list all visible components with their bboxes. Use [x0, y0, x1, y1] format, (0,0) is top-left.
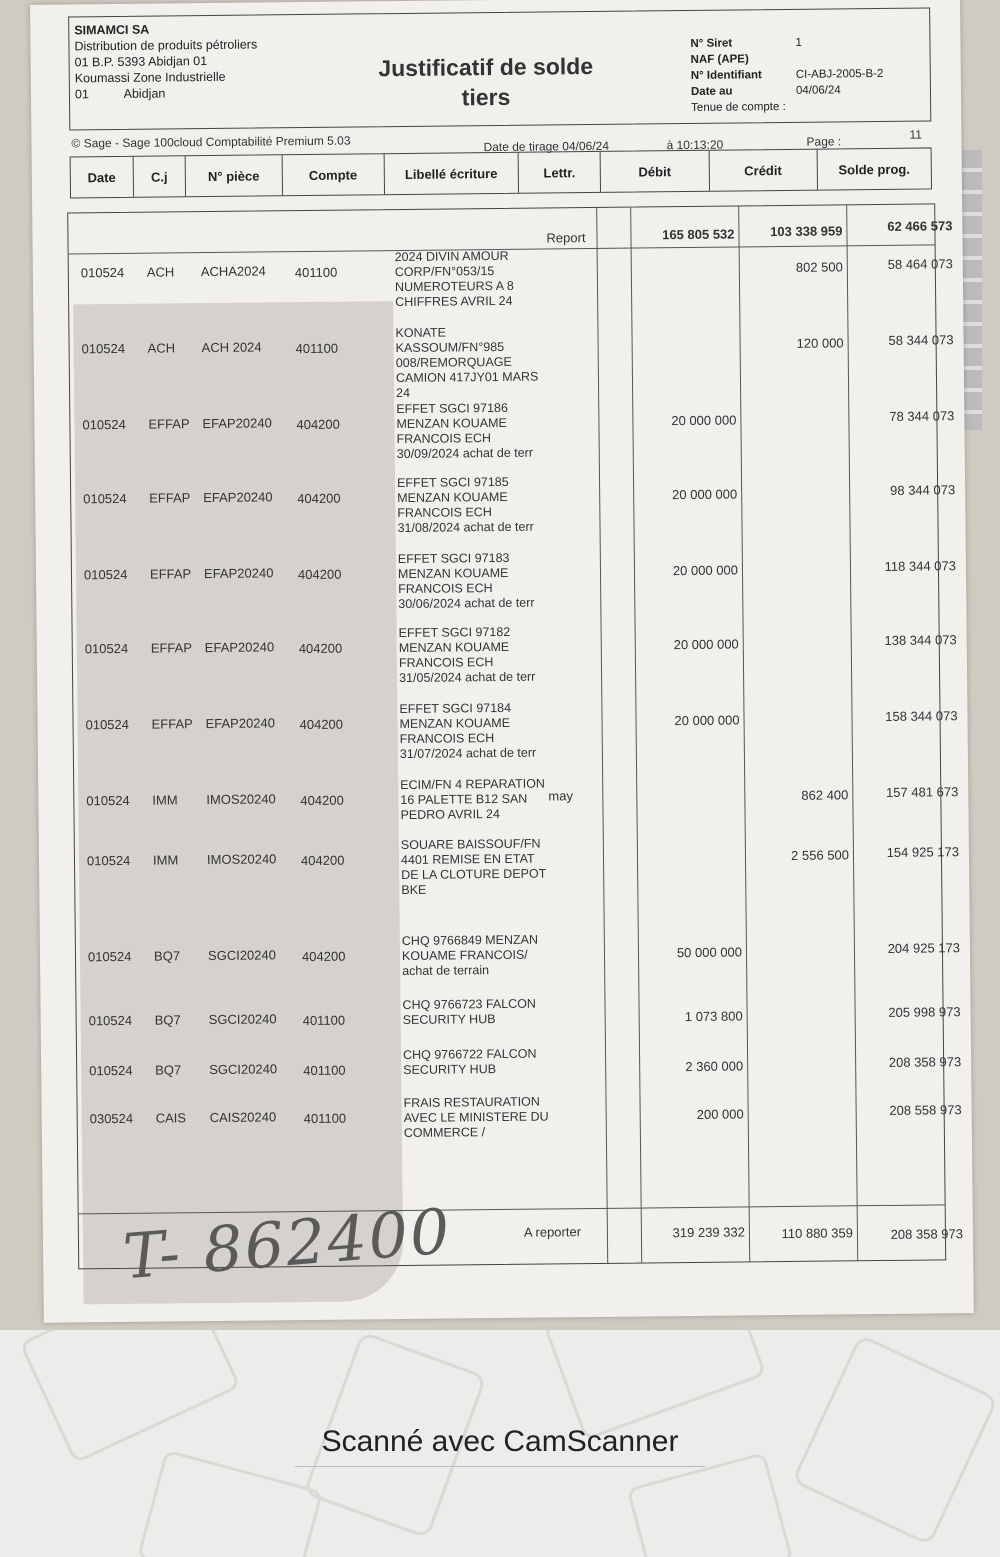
report-solde: 62 466 573	[887, 218, 953, 234]
row-credit	[748, 1105, 852, 1106]
row-credit	[747, 1057, 851, 1058]
row-date: 010524	[81, 340, 126, 357]
row-solde: 58 464 073	[887, 256, 953, 272]
row-compte: 404200	[300, 792, 344, 809]
document-title	[351, 51, 622, 114]
company-name: SIMAMCI SA	[74, 22, 150, 38]
row-date: 010524	[84, 640, 129, 657]
row-credit	[743, 635, 847, 636]
row-journal: EFFAP	[149, 566, 192, 582]
row-piece: IMOS20240	[206, 851, 277, 868]
tenue-label: Tenue de compte :	[691, 100, 786, 114]
row-solde: 154 925 173	[886, 844, 960, 860]
row-credit: 2 556 500	[791, 847, 850, 863]
row-solde: 208 558 973	[889, 1102, 962, 1118]
row-date: 010524	[88, 1012, 133, 1029]
col-libelle: Libellé écriture	[384, 153, 518, 194]
identifiant-label: N° Identifiant	[690, 69, 762, 82]
company-block	[74, 20, 258, 102]
row-journal: EFFAP	[148, 416, 190, 432]
row-journal: EFFAP	[149, 490, 191, 506]
company-line2: 01 B.P. 5393 Abidjan 01	[74, 54, 208, 70]
row-solde: 158 344 073	[885, 708, 958, 724]
print-time: à 10:13:20	[666, 137, 724, 153]
row-libelle: FRAIS RESTAURATION AVEC LE MINISTERE DU COMMERCE /	[403, 1094, 549, 1141]
row-date: 010524	[86, 852, 131, 869]
row-debit: 20 000 000	[673, 636, 739, 653]
naf-label: NAF (APE)	[690, 53, 749, 66]
title-line1: Justificatif de solde	[378, 52, 594, 82]
row-journal: EFFAP	[151, 716, 193, 732]
ledger-table	[67, 203, 964, 1269]
row-debit: 20 000 000	[671, 412, 737, 429]
row-debit	[631, 261, 735, 262]
company-line4	[75, 84, 258, 102]
row-compte: 401100	[302, 1012, 346, 1029]
row-debit: 2 360 000	[685, 1058, 744, 1075]
row-debit: 20 000 000	[672, 486, 738, 503]
report-debit: 165 805 532	[662, 226, 735, 243]
col-debit: Débit	[601, 151, 710, 192]
row-date: 010524	[85, 716, 130, 733]
row-credit: 120 000	[796, 335, 844, 351]
report-credit: 103 338 959	[770, 223, 843, 240]
row-compte: 401100	[295, 340, 339, 357]
page-label: Page :	[806, 134, 842, 149]
total-solde: 208 358 973	[890, 1226, 964, 1242]
row-libelle: EFFET SGCI 97184 MENZAN KOUAME FRANCOIS ECH 31/07/2024 achat de terr	[399, 700, 537, 762]
row-credit	[741, 485, 845, 486]
row-compte: 404200	[300, 852, 345, 869]
row-libelle: ECIM/FN 4 REPARATION 16 PALETTE B12 SAN PEDRO AVRIL 24	[400, 776, 545, 823]
company-line4-a: 01	[74, 87, 89, 102]
row-solde: 118 344 073	[884, 558, 957, 574]
row-piece: SGCI20240	[207, 947, 277, 964]
row-credit	[746, 943, 850, 944]
row-compte: 401100	[303, 1110, 347, 1127]
row-piece: EFAP20240	[204, 639, 275, 656]
col-compte: Compte	[282, 154, 385, 195]
column-headers	[70, 147, 932, 198]
row-solde: 205 998 973	[888, 1004, 961, 1020]
row-debit	[637, 848, 741, 849]
date-value: 04/06/24	[795, 84, 841, 97]
row-piece: ACH 2024	[201, 339, 262, 356]
row-debit	[632, 336, 736, 337]
software-label: © Sage - Sage 100cloud Comptabilité Premium 5.03	[71, 133, 351, 151]
row-credit	[747, 1007, 851, 1008]
identifiant-value: CI-ABJ-2005-B-2	[795, 67, 884, 81]
company-line4-b: Abidjan	[123, 86, 166, 101]
row-credit: 862 400	[801, 787, 849, 803]
row-debit: 200 000	[696, 1106, 744, 1122]
row-debit: 50 000 000	[676, 944, 743, 961]
row-credit	[742, 561, 846, 562]
company-line1: Distribution de produits pétroliers	[74, 37, 258, 54]
total-credit: 110 880 359	[781, 1225, 854, 1242]
siret-label: N° Siret	[690, 37, 733, 50]
row-solde: 204 925 173	[887, 940, 961, 956]
row-piece: ACHA2024	[200, 263, 266, 280]
row-journal: CAIS	[155, 1110, 187, 1126]
total-label: A reporter	[523, 1224, 582, 1240]
total-debit: 319 239 332	[672, 1224, 745, 1241]
col-lettr: Lettr.	[518, 152, 601, 193]
row-credit	[740, 411, 844, 412]
row-solde: 58 344 073	[888, 332, 954, 348]
row-compte: 404200	[298, 640, 343, 657]
row-compte: 404200	[301, 948, 346, 965]
row-libelle: CHQ 9766849 MENZAN KOUAME FRANCOIS/ achat de terrain	[401, 932, 539, 979]
row-libelle: EFFET SGCI 97185 MENZAN KOUAME FRANCOIS ECH 31/08/2024 achat de terr	[396, 474, 534, 536]
row-compte: 401100	[294, 264, 338, 281]
row-debit: 20 000 000	[672, 562, 739, 579]
row-libelle: KONATE KASSOUM/FN°985 008/REMORQUAGE CAMION 417JY01 MARS 24	[395, 325, 539, 401]
row-journal: ACH	[146, 264, 175, 280]
col-cj: C.j	[133, 156, 186, 197]
row-compte: 404200	[297, 566, 342, 583]
row-compte: 404200	[299, 716, 344, 733]
row-solde: 138 344 073	[884, 632, 957, 648]
report-label: Report	[546, 230, 586, 246]
row-libelle: CHQ 9766723 FALCON SECURITY HUB	[402, 996, 536, 1028]
divider-lettr	[596, 208, 608, 1263]
row-journal: ACH	[147, 340, 176, 356]
identifiers-block	[690, 34, 883, 116]
row-libelle: EFFET SGCI 97182 MENZAN KOUAME FRANCOIS ECH 31/05/2024 achat de terr	[398, 624, 536, 686]
row-date: 010524	[82, 416, 126, 433]
row-date: 010524	[83, 566, 128, 583]
row-date: 010524	[87, 948, 132, 965]
siret-value: 1	[795, 36, 802, 49]
col-date: Date	[71, 157, 134, 198]
row-solde: 208 358 973	[888, 1054, 962, 1070]
divider-solde	[846, 205, 858, 1260]
row-libelle: CHQ 9766722 FALCON SECURITY HUB	[402, 1046, 537, 1078]
title-line2: tiers	[461, 83, 511, 111]
row-libelle: 2024 DIVIN AMOUR CORP/FN°053/15 NUMEROTEURS A 8 CHIFFRES AVRIL 24	[394, 248, 514, 310]
row-piece: SGCI20240	[209, 1061, 278, 1078]
row-libelle: EFFET SGCI 97186 MENZAN KOUAME FRANCOIS ECH 30/09/2024 achat de terr	[396, 400, 534, 462]
row-date: 010524	[80, 264, 125, 281]
row-journal: EFFAP	[150, 640, 193, 656]
row-credit	[743, 711, 847, 712]
camscanner-footer	[0, 1330, 1000, 1557]
company-line3: Koumassi Zone Industrielle	[74, 69, 226, 86]
row-piece: CAIS20240	[209, 1109, 277, 1126]
row-journal: IMM	[152, 852, 179, 868]
col-credit: Crédit	[709, 150, 818, 191]
document-sheet	[30, 0, 974, 1323]
col-solde: Solde prog.	[838, 161, 911, 177]
row-compte: 404200	[296, 416, 340, 433]
row-credit: 802 500	[795, 259, 843, 275]
row-piece: EFAP20240	[202, 415, 272, 432]
row-journal: BQ7	[153, 948, 181, 964]
row-solde: 78 344 073	[889, 408, 955, 424]
row-date: 030524	[89, 1110, 134, 1127]
row-journal: BQ7	[155, 1062, 182, 1078]
print-date: Date de tirage 04/06/24	[483, 138, 610, 155]
handwritten-note: T- 862400	[120, 1194, 455, 1294]
camscanner-underline	[295, 1466, 705, 1467]
row-debit	[636, 788, 740, 789]
row-date: 010524	[86, 792, 130, 809]
row-piece: IMOS20240	[206, 791, 276, 808]
row-lettrage: may	[548, 788, 573, 804]
row-debit: 20 000 000	[674, 712, 740, 729]
date-label: Date au	[690, 85, 733, 98]
row-libelle: SOUARE BAISSOUF/FN 4401 REMISE EN ETAT DE LA CLOTURE DEPOT BKE	[400, 836, 547, 898]
row-compte: 401100	[303, 1062, 346, 1079]
row-compte: 404200	[297, 490, 341, 507]
row-libelle: EFFET SGCI 97183 MENZAN KOUAME FRANCOIS ECH 30/06/2024 achat de terr	[397, 550, 535, 612]
row-date: 010524	[89, 1062, 133, 1079]
row-debit: 1 073 800	[684, 1008, 743, 1025]
row-journal: IMM	[152, 792, 178, 808]
camscanner-label: Scanné avec CamScanner	[321, 1425, 679, 1458]
col-piece: N° pièce	[186, 155, 283, 196]
row-solde: 157 481 673	[885, 784, 959, 800]
row-piece: EFAP20240	[203, 489, 273, 506]
row-solde: 98 344 073	[890, 482, 956, 498]
page-number: 11	[909, 127, 922, 142]
divider-credit	[738, 206, 750, 1261]
row-piece: SGCI20240	[208, 1011, 277, 1028]
row-piece: EFAP20240	[203, 565, 274, 582]
row-date: 010524	[83, 490, 127, 507]
row-piece: EFAP20240	[205, 715, 276, 732]
row-journal: BQ7	[154, 1012, 181, 1028]
divider-debit	[630, 208, 642, 1263]
background-strip	[962, 150, 982, 430]
